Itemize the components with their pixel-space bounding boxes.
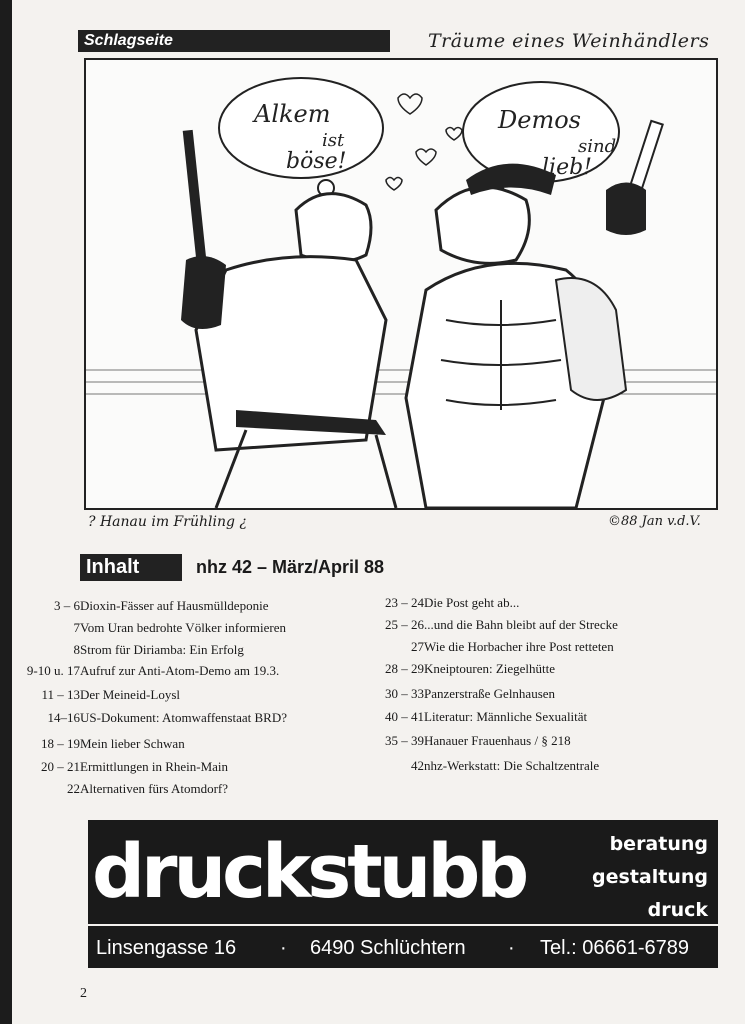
ad-service-item: druck <box>647 899 708 921</box>
toc-item-pages: 35 – 39 <box>385 733 424 748</box>
toc-item-title: Vom Uran bedrohte Völker informieren <box>80 620 287 635</box>
toc-item-title: Mein lieber Schwan <box>80 736 185 751</box>
ad-phone: Tel.: 06661-6789 <box>540 937 690 959</box>
ad-logo: druckstubb <box>92 829 526 915</box>
toc-item-title: Ermittlungen in Rhein-Main <box>80 759 229 774</box>
ad-separator: · <box>508 937 515 959</box>
ad-city: 6490 Schlüchtern <box>310 937 466 959</box>
cartoon-caption: ? Hanau im Frühling ¿ <box>88 514 247 530</box>
toc-item-pages: 25 – 26 <box>385 617 424 632</box>
toc-item-pages: 14–16 <box>47 710 80 725</box>
bubble-right-line-2: sind <box>578 136 617 157</box>
toc-item-pages: 20 – 21 <box>41 759 80 774</box>
toc-item-pages: 9-10 u. 17 <box>26 663 80 678</box>
issue-label: nhz 42 – März/April 88 <box>196 557 385 577</box>
toc-item-title: Panzerstraße Gelnhausen <box>424 686 556 701</box>
toc-item-title: nhz-Werkstatt: Die Schaltzentrale <box>424 758 600 773</box>
page-number: 2 <box>80 986 87 1001</box>
ad-address <box>88 928 718 968</box>
toc-item-title: Alternativen fürs Atomdorf? <box>80 781 229 796</box>
toc-item-title: Kneiptouren: Ziegelhütte <box>424 661 556 676</box>
toc-item-title: ...und die Bahn bleibt auf der Strecke <box>424 617 618 632</box>
bubble-right-line-1: Demos <box>498 106 581 134</box>
ad-street: Linsengasse 16 <box>96 937 237 959</box>
toc-item-pages: 30 – 33 <box>385 686 424 701</box>
toc-item-pages: 11 – 13 <box>41 687 80 702</box>
ad-divider <box>88 924 718 926</box>
cartoon-title: Träume eines Weinhändlers <box>428 30 710 52</box>
bubble-left-line-2: ist <box>322 130 345 151</box>
toc-item-title: Hanauer Frauenhaus / § 218 <box>424 733 571 748</box>
toc-item-title: Aufruf zur Anti-Atom-Demo am 19.3. <box>80 663 280 678</box>
toc-item-title: Dioxin-Fässer auf Hausmülldeponie <box>80 598 269 613</box>
toc-item-title: Strom für Diriamba: Ein Erfolg <box>80 642 244 657</box>
ad-service-item: gestaltung <box>592 866 708 888</box>
bubble-left-line-1: Alkem <box>254 100 331 128</box>
advertisement-druckstubb <box>88 820 718 968</box>
page-edge-shadow <box>0 0 12 1024</box>
toc-heading: Inhalt <box>80 554 182 581</box>
toc-item-title: Literatur: Männliche Sexualität <box>424 709 588 724</box>
ad-services <box>592 828 708 927</box>
toc-item-title: Die Post geht ab... <box>424 595 520 610</box>
cartoon-illustration <box>84 58 718 510</box>
toc-item-pages: 8 <box>73 642 80 657</box>
toc-item-pages: 40 – 41 <box>385 709 424 724</box>
toc-item-title: Wie die Horbacher ihre Post retteten <box>424 639 614 654</box>
toc-item-title: US-Dokument: Atomwaffenstaat BRD? <box>80 710 288 725</box>
bubble-left-line-3: böse! <box>286 149 347 174</box>
toc-item-pages: 23 – 24 <box>385 595 424 610</box>
toc-item-pages: 27 <box>411 639 424 654</box>
ad-separator: · <box>280 937 287 959</box>
toc-item-pages: 28 – 29 <box>385 661 424 676</box>
section-header: Schlagseite <box>78 30 390 52</box>
toc-item-title: Der Meineid-Loysl <box>80 687 181 702</box>
toc-item-pages: 18 – 19 <box>41 736 80 751</box>
cartoon-drawing <box>86 60 716 508</box>
bubble-right-line-3: lieb! <box>542 155 593 180</box>
cartoon-signature: ©88 Jan v.d.V. <box>608 514 701 529</box>
toc-item-pages: 3 – 6 <box>54 598 80 613</box>
toc-item-pages: 22 <box>67 781 80 796</box>
toc-item-pages: 7 <box>73 620 80 635</box>
ad-service-item: beratung <box>609 833 708 855</box>
toc-item-pages: 42 <box>411 758 424 773</box>
